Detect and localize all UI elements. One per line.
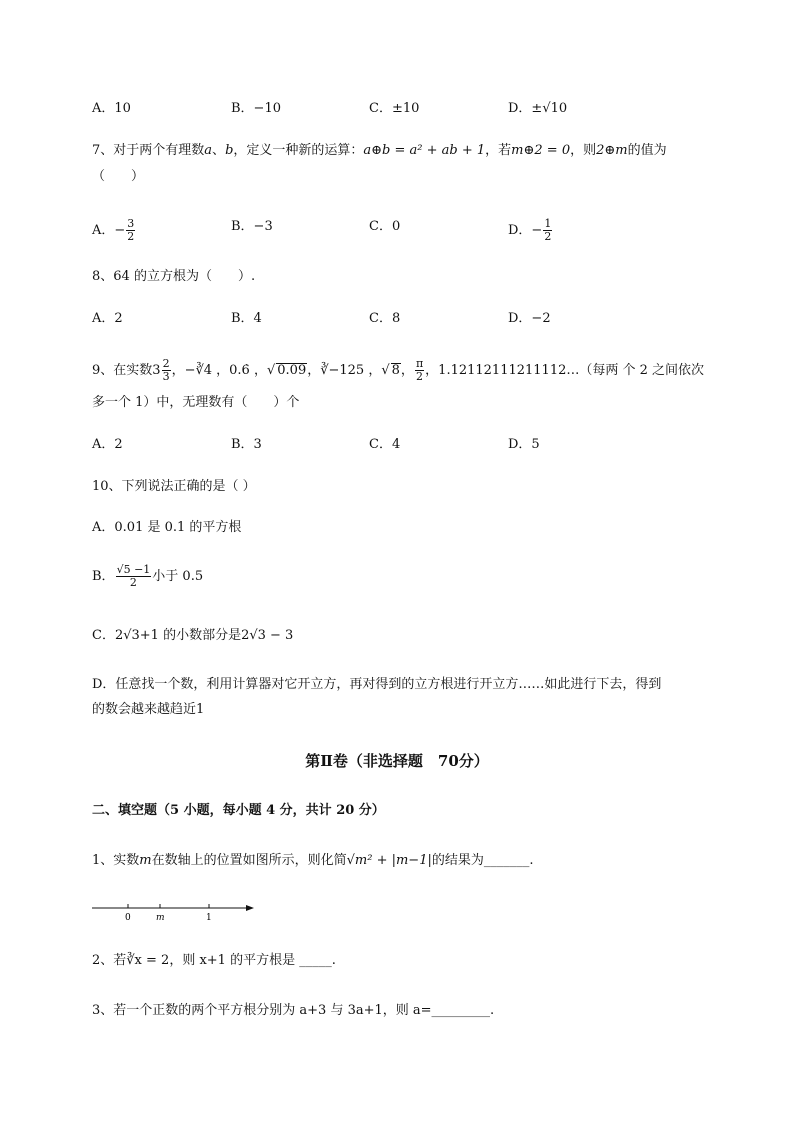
- q7-definition: a⊕b = a² + ab + 1: [363, 143, 486, 158]
- q8-option-c: C．8: [369, 311, 401, 326]
- q8-option-b: B．4: [231, 311, 262, 326]
- fraction: $\frac{√5 -1}{2}$: [116, 563, 151, 589]
- axis-arrow: [246, 905, 254, 911]
- q6-option-d: D．±√10: [508, 101, 568, 116]
- q10-option-d-line1: D．任意找一个数，利用计算器对它开立方，再对得到的立方根进行开立方……如此进行下去，得到: [92, 677, 662, 692]
- fraction: $\frac{\pi}{2}$: [415, 357, 424, 383]
- q10-option-a: A．0.01 是 0.1 的平方根: [92, 520, 242, 535]
- fraction: $\frac{2}{3}$: [162, 357, 170, 383]
- tick-label-0: 0: [125, 913, 131, 923]
- q7-stem: 7、对于两个有理数a、b，定义一种新的运算：a⊕b = a² + ab + 1，若m⊕2 = 0，则2⊕m的值为: [92, 143, 667, 158]
- q9-option-b: B．3: [231, 437, 262, 452]
- q10-option-c: C．2√3+1 的小数部分是2√3 − 3: [92, 628, 294, 643]
- q10-option-d-line2: 的数会越来越趋近1: [92, 702, 205, 717]
- q7-option-c: C．0: [369, 219, 401, 234]
- number-line: [92, 900, 262, 924]
- q8-option-d: D．−2: [508, 311, 551, 326]
- q8-stem: 8、64 的立方根为（ ）.: [92, 269, 256, 284]
- q9-stem-line2: 多一个 1）中，无理数有（ ）个: [92, 395, 300, 410]
- q9-option-d: D．5: [508, 437, 540, 452]
- q9-option-c: C．4: [369, 437, 401, 452]
- fill1-stem: 1、实数m在数轴上的位置如图所示，则化简√m² + |m−1|的结果为_______.: [92, 853, 534, 868]
- q9-option-a: A．2: [92, 437, 123, 452]
- fraction: $\frac{1}{2}$: [544, 217, 552, 243]
- q7-condition: m⊕2 = 0: [511, 143, 571, 158]
- q7-option-d: D．− $\frac{1}{2}$: [508, 217, 552, 243]
- fill-blank-section-title: 二、填空题（5 小题，每小题 4 分，共计 20 分）: [92, 803, 385, 818]
- q6-option-a: A．10: [92, 101, 131, 116]
- q9-stem-line1: 9、在实数3 $\frac{2}{3}$ ，−∛4 ，0.6̇ ，√ 0.09，∛−125 ，√ 8， $\frac{\pi}{2}$ ，1.12112111211112…（每两 个 2 之间依次: [92, 357, 705, 383]
- fraction: $\frac{3}{2}$: [127, 217, 135, 243]
- tick-label-1: 1: [206, 913, 212, 923]
- q10-option-b: B． $\frac{√5 -1}{2}$ 小于 0.5: [92, 563, 204, 589]
- q8-option-a: A．2: [92, 311, 123, 326]
- fill1-expression: √m² + |m−1|: [346, 853, 432, 868]
- q7-paren: （ ）: [92, 169, 145, 184]
- fill2-stem: 2、若∛x = 2，则 x+1 的平方根是 _____.: [92, 953, 336, 968]
- q7-option-a: A．− $\frac{3}{2}$: [92, 217, 135, 243]
- tick-label-m: m: [156, 913, 165, 923]
- fill3-stem: 3、若一个正数的两个平方根分别为 a+3 与 3a+1，则 a=_________.: [92, 1003, 495, 1018]
- q6-option-c: C．±10: [369, 101, 420, 116]
- q6-option-b: B．−10: [231, 101, 281, 116]
- part-two-title: 第Ⅱ卷（非选择题 70分）: [305, 752, 489, 770]
- q10-stem: 10、下列说法正确的是（ ）: [92, 479, 256, 494]
- q7-option-b: B．−3: [231, 219, 273, 234]
